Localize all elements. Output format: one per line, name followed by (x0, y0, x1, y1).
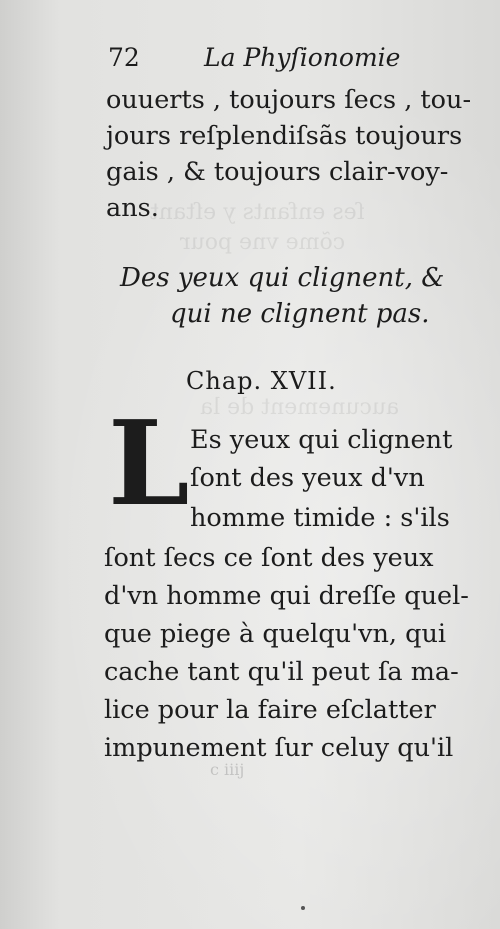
text-line: ouuerts , toujours ſecs , tou- (106, 85, 472, 115)
body-line: d'vn homme qui dreſſe quel- (104, 581, 469, 611)
text-line: ans. (106, 193, 159, 223)
body-line: ſont ſecs ce ſont des yeux (104, 543, 434, 573)
body-line: cache tant qu'il peut ſa ma- (104, 657, 459, 687)
body-line: que piege à quelqu'vn, qui (104, 619, 447, 649)
body-line: homme timide : s'ils (190, 503, 450, 533)
text-line: gais , & toujours clair-voy- (106, 157, 449, 187)
signature-mark: c iiij (210, 760, 245, 779)
body-line: ſont des yeux d'vn (190, 463, 425, 493)
bleed-through-text: ſes enfants y eſtant (150, 200, 365, 225)
body-line: impunement ſur celuy qu'il (104, 733, 454, 763)
section-heading-line-1: Des yeux qui clignent, & (120, 263, 445, 293)
paper-speck (301, 906, 305, 910)
page-number: 72 (108, 43, 140, 72)
body-line: Es yeux qui clignent (190, 425, 453, 455)
bleed-through-text: aucunement de la (200, 395, 400, 420)
drop-cap: L (108, 396, 190, 532)
bleed-through-text: cõme vne pour (180, 230, 346, 255)
running-header (108, 40, 468, 76)
chapter-title (186, 364, 337, 398)
chapter-number: XVII. (270, 367, 337, 395)
body-line: lice pour la faire eſclatter (104, 695, 436, 725)
section-heading-line-2: qui ne clignent pas. (170, 299, 430, 329)
chapter-word: Chap. (186, 367, 263, 395)
running-title: La Phyſionomie (204, 43, 401, 72)
text-line: jours reſplendiſsãs toujours (106, 121, 463, 151)
